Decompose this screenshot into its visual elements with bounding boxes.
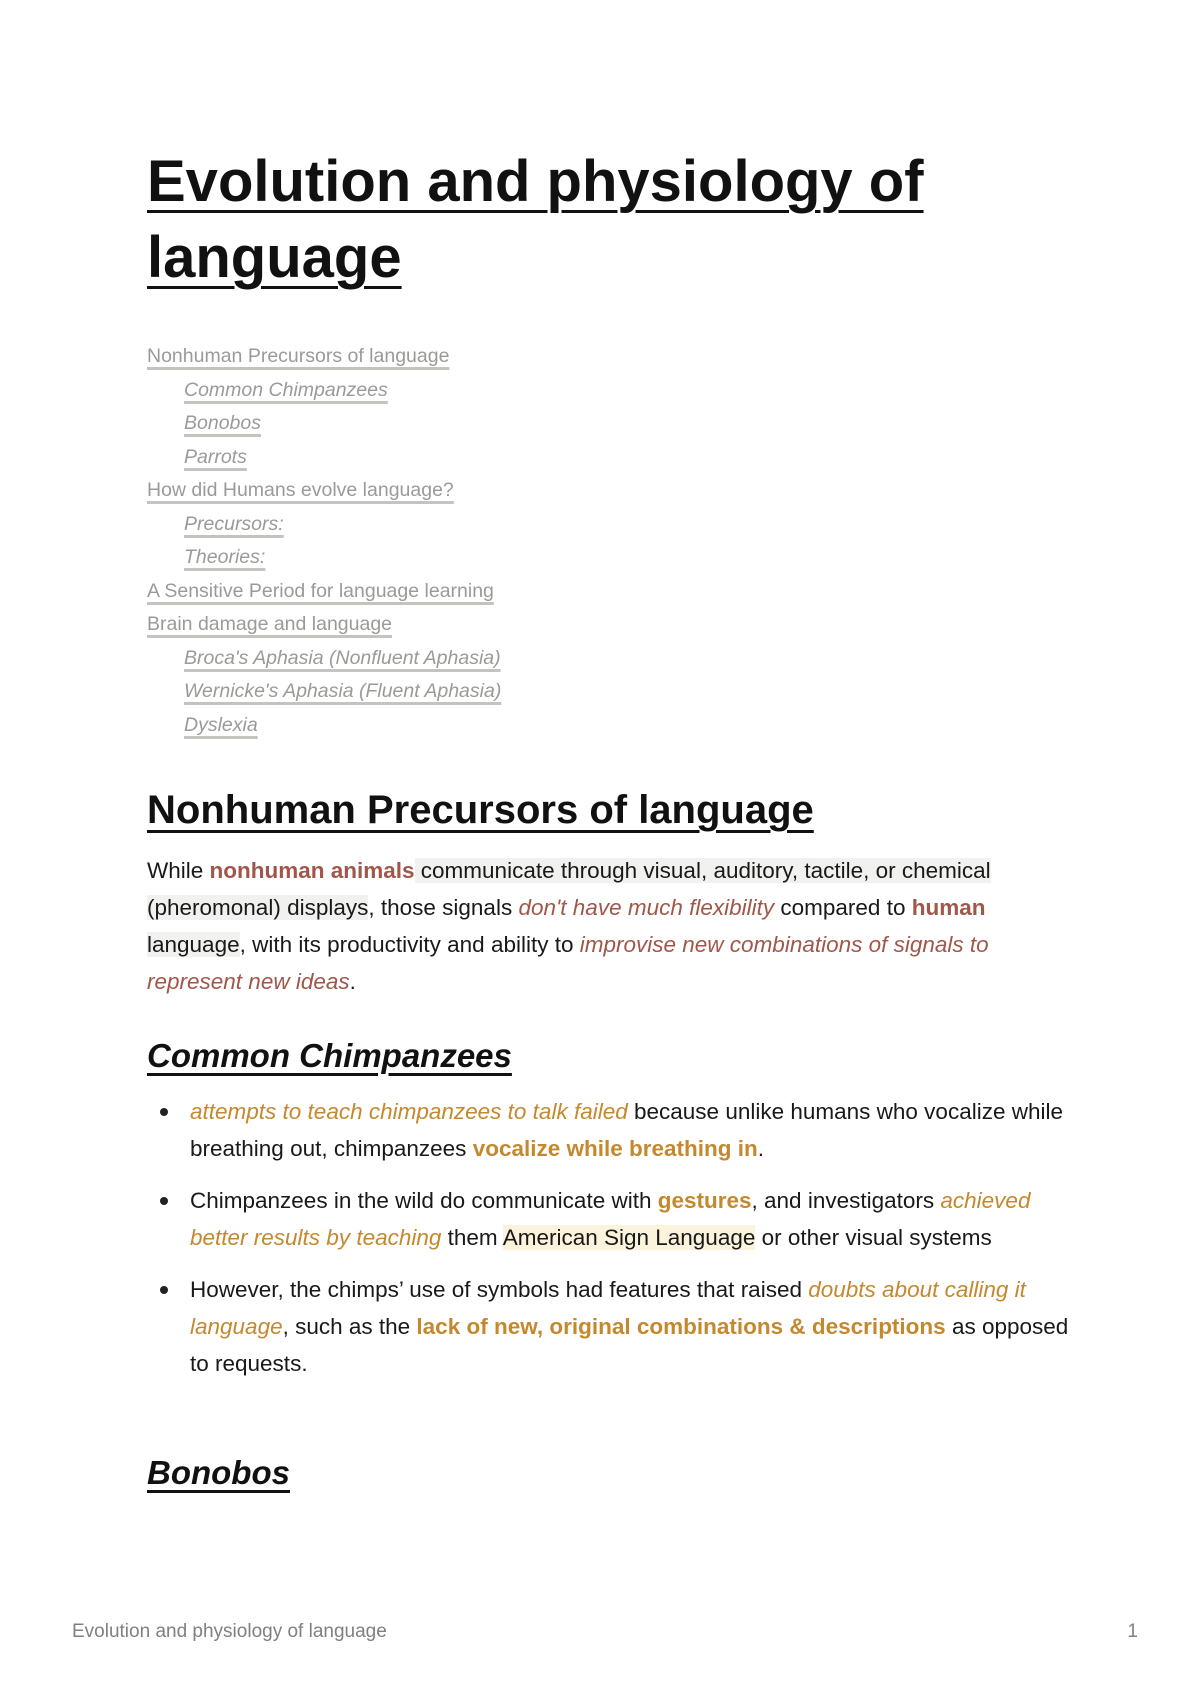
text-run: , such as the: [282, 1314, 417, 1339]
page-number: 1: [1127, 1621, 1138, 1642]
text-run: However, the chimps’ use of symbols had features that raised: [190, 1277, 809, 1302]
emphasis-italic: achieved better results by teaching: [190, 1188, 1031, 1250]
list-item: [147, 1182, 1072, 1256]
text-run: .: [757, 1136, 765, 1161]
text-run: or other visual systems: [755, 1225, 992, 1250]
toc-link-how-humans-evolve[interactable]: How did Humans evolve language?: [147, 479, 454, 501]
text-run: , with its productivity and ability to: [239, 932, 580, 957]
bullet-icon: [160, 1286, 168, 1294]
emphasis-bold: lack of new, original combinations & descriptions: [416, 1314, 946, 1339]
page-title: [147, 144, 1067, 296]
table-of-contents: [147, 340, 847, 742]
text-run: compared to: [774, 895, 912, 920]
bullet-list: [147, 1093, 1072, 1397]
text-run: them: [441, 1225, 503, 1250]
bullet-icon: [160, 1197, 168, 1205]
emphasis-bold: gestures: [657, 1188, 752, 1213]
toc-link-precursors[interactable]: Precursors:: [184, 512, 284, 535]
section-paragraph: [147, 852, 1072, 1000]
text-run: , those signals: [368, 895, 519, 920]
toc-link-theories[interactable]: Theories:: [184, 546, 266, 568]
list-item: [147, 1271, 1072, 1382]
text-run: While: [147, 858, 210, 883]
text-run: .: [349, 969, 356, 994]
section-heading-nonhuman-precursors: Nonhuman Precursors of language: [147, 788, 814, 832]
highlighted-text: American Sign Language: [502, 1225, 756, 1250]
toc-link-brocas-aphasia[interactable]: Broca's Aphasia (Nonfluent Aphasia): [184, 646, 501, 669]
emphasis-italic: doubts about calling it language: [190, 1277, 1026, 1339]
text-run: because unlike humans who vocalize while breathing out, chimpanzees: [190, 1099, 1063, 1161]
emphasis-italic: don't have much flexibility: [518, 895, 775, 920]
emphasis-bold: nonhuman animals: [209, 858, 415, 883]
section-heading-bonobos: Bonobos: [147, 1454, 290, 1491]
text-run: Chimpanzees in the wild do communicate with: [190, 1188, 658, 1213]
text-run: as opposed to requests.: [190, 1314, 1069, 1376]
toc-link-dyslexia[interactable]: Dyslexia: [184, 713, 258, 736]
highlighted-text: communicate through visual, auditory, tactile, or chemical (pheromonal) displays: [147, 858, 991, 920]
toc-link-sensitive-period[interactable]: A Sensitive Period for language learning: [147, 579, 494, 602]
emphasis-italic: attempts to teach chimpanzees to talk failed: [190, 1099, 628, 1124]
highlighted-text: language: [147, 932, 240, 957]
footer-title: Evolution and physiology of language: [72, 1621, 387, 1642]
toc-link-parrots[interactable]: Parrots: [184, 445, 247, 468]
text-run: , and investigators: [751, 1188, 941, 1213]
bullet-icon: [160, 1108, 168, 1116]
emphasis-italic: improvise new combinations of signals to represent new ideas: [147, 932, 989, 994]
toc-link-brain-damage[interactable]: Brain damage and language: [147, 613, 393, 635]
toc-link-nonhuman-precursors[interactable]: Nonhuman Precursors of language: [147, 345, 450, 367]
toc-link-bonobos[interactable]: Bonobos: [184, 412, 261, 434]
emphasis-bold: human: [911, 895, 986, 920]
list-item: [147, 1093, 1072, 1167]
toc-link-common-chimpanzees[interactable]: Common Chimpanzees: [184, 378, 388, 401]
section-heading-common-chimpanzees: Common Chimpanzees: [147, 1037, 512, 1074]
toc-link-wernickes-aphasia[interactable]: Wernicke's Aphasia (Fluent Aphasia): [184, 680, 502, 702]
emphasis-bold: vocalize while breathing in: [472, 1136, 758, 1161]
page-title-text: Evolution and physiology of language: [147, 149, 924, 290]
